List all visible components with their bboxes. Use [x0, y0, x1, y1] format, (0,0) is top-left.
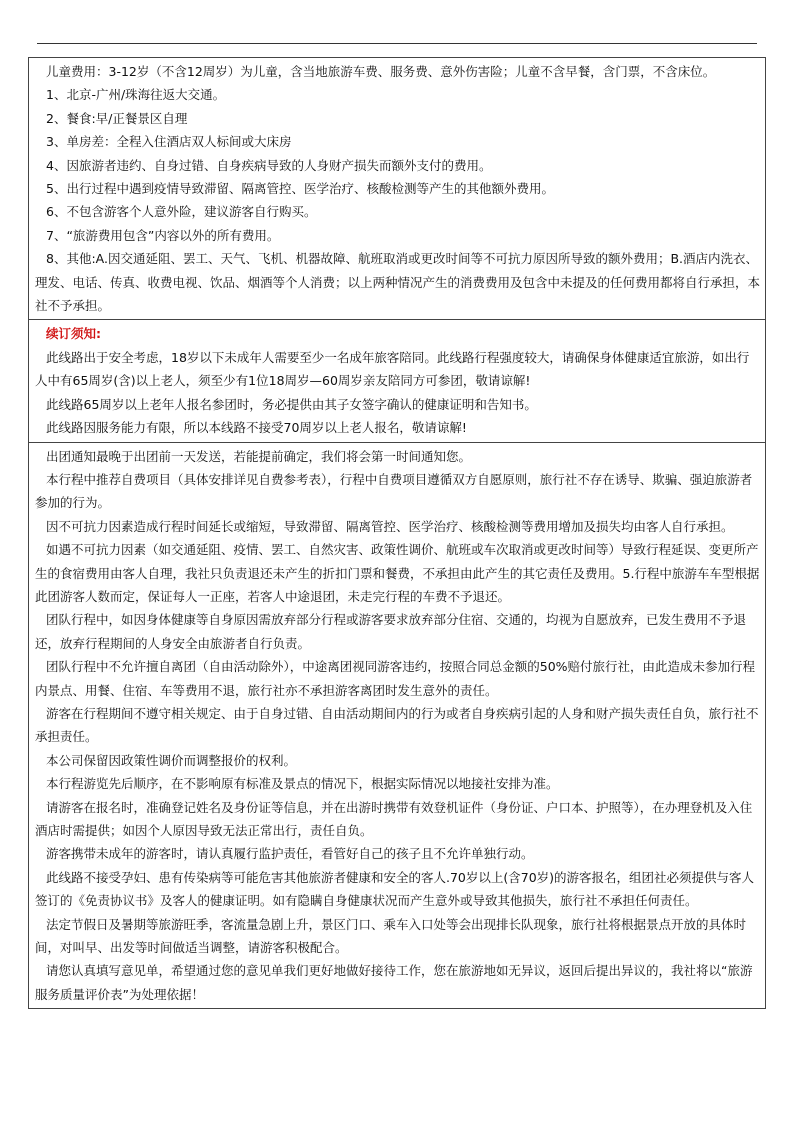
note-paragraph: 本行程中推荐自费项目（具体安排详见自费参考表），行程中自费项目遵循双方自愿原则，旅行社不存在诱导、欺骗、强迫旅游者参加的行为。 — [35, 471, 753, 511]
note-paragraph: 团队行程中不允许擅自离团（自由活动除外），中途离团视同游客违约，按照合同总金额的50%赔付旅行社，由此造成未参加行程内景点、用餐、住宿、车等费用不退，旅行社亦不承担游客离团时发生意外的责任。 — [35, 659, 756, 698]
booking-notice-title: 续订须知: — [46, 326, 101, 342]
exclude-item: 7、“旅游费用包含”内容以外的所有费用。 — [46, 227, 280, 243]
exclude-item: 6、不包含游客个人意外险，建议游客自行购买。 — [46, 204, 317, 220]
note-paragraph: 本公司保留因政策性调价而调整报价的权利。 — [46, 752, 297, 768]
note-paragraph: 团队行程中，如因身体健康等自身原因需放弃部分行程或游客要求放弃部分住宿、交通的，均视为自愿放弃，已发生费用不予退还，放弃行程期间的人身安全由旅游者自行负责。 — [35, 612, 747, 651]
note-paragraph: 游客在行程期间不遵守相关规定、由于自身过错、自由活动期间内的行为或者自身疾病引起的人身和财产损失责任自负，旅行社不承担责任。 — [35, 705, 759, 745]
exclude-item: 5、出行过程中遇到疫情导致滞留、隔离管控、医学治疗、核酸检测等产生的其他额外费用。 — [46, 181, 554, 197]
fee-excludes-cell — [29, 58, 766, 320]
booking-notice-cell — [29, 320, 766, 442]
general-notes-row — [29, 442, 766, 1009]
notice-paragraph: 此线路出于安全考虑，18岁以下未成年人需要至少一名成年旅客陪同。此线路行程强度较大，请确保身体健康适宜旅游，如出行人中有65周岁(含)以上老人，须至少有1位18周岁—60周岁亲友陪同方可参团，敬请谅解! — [35, 349, 750, 389]
note-paragraph: 请游客在报名时，准确登记姓名及身份证等信息，并在出游时携带有效登机证件（身份证、户口本、护照等），在办理登机及入住酒店时需提供；如因个人原因导致无法正常出行，责任自负。 — [35, 799, 753, 838]
note-paragraph: 请您认真填写意见单，希望通过您的意见单我们更好地做好接待工作，您在旅游地如无异议，返回后提出异议的，我社将以“旅游服务质量评价表”为处理依据！ — [35, 963, 753, 1002]
note-paragraph: 此线路不接受孕妇、患有传染病等可能危害其他旅游者健康和安全的客人.70岁以上(含70岁)的游客报名，组团社必须提供与客人签订的《免责协议书》及客人的健康证明。如有隐瞒自身健康状况而产生意外或导致其他损失，旅行社不承担任何责任。 — [35, 869, 755, 909]
exclude-item: 3、单房差：全程入住酒店双人标间或大床房 — [46, 134, 292, 150]
fee-excludes-row — [29, 58, 766, 320]
note-paragraph: 出团通知最晚于出团前一天发送，若能提前确定，我们将会第一时间通知您。 — [46, 448, 472, 464]
general-notes-cell — [29, 442, 766, 1009]
exclude-item: 2、餐食:早/正餐景区自理 — [46, 110, 188, 126]
exclude-item: 8、其他:A.因交通延阻、罢工、天气、飞机、机器故障、航班取消或更改时间等不可抗力原因所导致的额外费用；B.酒店内洗衣、理发、电话、传真、收费电视、饮品、烟酒等个人消费；以上两种情况产生的消费费用及包含中未提及的任何费用都将自行承担，本社不予承担。 — [35, 251, 761, 314]
notice-paragraph: 此线路因服务能力有限，所以本线路不接受70周岁以上老人报名，敬请谅解! — [46, 420, 467, 436]
itinerary-notes-table — [28, 57, 766, 1009]
exclude-item: 4、因旅游者违约、自身过错、自身疾病导致的人身财产损失而额外支付的费用。 — [46, 157, 492, 173]
child-fee-text: 儿童费用：3-12岁（不含12周岁）为儿童，含当地旅游车费、服务费、意外伤害险；儿童不含早餐，含门票，不含床位。 — [46, 64, 716, 79]
note-paragraph: 本行程游览先后顺序，在不影响原有标准及景点的情况下，根据实际情况以地接社安排为准。 — [46, 776, 559, 792]
note-paragraph: 法定节假日及暑期等旅游旺季，客流量急剧上升，景区门口、乘车入口处等会出现排长队现象，旅行社将根据景点开放的具体时间，对叫早、出发等时间做适当调整，请游客积极配合。 — [35, 916, 747, 956]
note-paragraph: 因不可抗力因素造成行程时间延长或缩短，导致滞留、隔离管控、医学治疗、核酸检测等费用增加及损失均由客人自行承担。 — [46, 518, 734, 534]
notice-paragraph: 此线路65周岁以上老年人报名参团时，务必提供由其子女签字确认的健康证明和告知书。 — [46, 396, 537, 412]
note-paragraph: 如遇不可抗力因素（如交通延阻、疫情、罢工、自然灾害、政策性调价、航班或车次取消或更改时间等）导致行程延误、变更所产生的食宿费用由客人自理，我社只负责退还未产生的折扣门票和餐费，不承担由此产生的其它责任及费用。5.行程中旅游车车型根据此团游客人数而定，保证每人一正座，若客人中途退团，未走完行程的车费不予退还。 — [35, 542, 760, 604]
exclude-item: 1、北京-广州/珠海往返大交通。 — [46, 87, 226, 103]
note-paragraph: 游客携带未成年的游客时，请认真履行监护责任，看管好自己的孩子且不允许单独行动。 — [46, 846, 534, 862]
booking-notice-row — [29, 320, 766, 442]
header-divider — [37, 43, 757, 44]
